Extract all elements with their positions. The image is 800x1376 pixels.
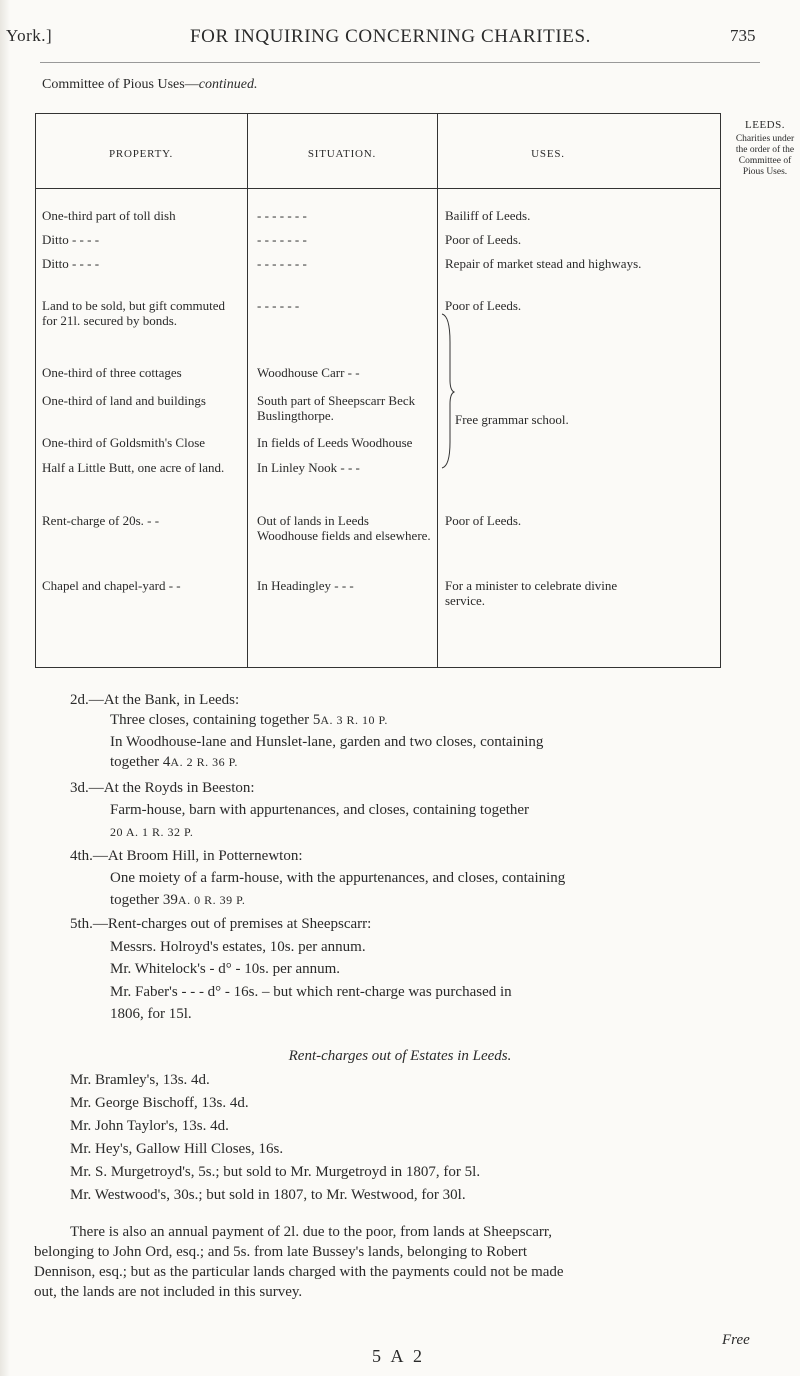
rent-charge-entry: Mr. S. Murgetroyd's, 5s.; but sold to Mr. Murgetroyd in 1807, for 5l.	[70, 1164, 481, 1180]
table-cell-property: Half a Little Butt, one acre of land.	[42, 460, 225, 475]
grouping-brace-icon	[440, 312, 456, 470]
table-cell-uses: Poor of Leeds.	[445, 298, 522, 313]
closing-paragraph-line: Dennison, esq.; but as the particular lands charged with the payments could not be made	[34, 1264, 564, 1280]
table-right-rule	[720, 113, 721, 668]
table-cell-property: Ditto - - - -	[42, 256, 100, 271]
area-measure: A. 3 R. 10 P.	[320, 713, 388, 727]
area-measure: 20 A. 1 R. 32 P.	[110, 825, 194, 839]
running-head	[0, 26, 800, 52]
table-cell-property: Land to be sold, but gift commuted for 21l. secured by bonds.	[42, 298, 226, 328]
rent-charge-entry: Mr. Westwood's, 30s.; but sold in 1807, to Mr. Westwood, for 30l.	[70, 1187, 466, 1203]
paragraph-3d-heading: 3d.—At the Royds in Beeston:	[70, 780, 255, 796]
paragraph-4th-line2	[110, 890, 245, 910]
table-cell-uses: For a minister to celebrate divine service.	[445, 578, 618, 608]
table-cell-uses-grouped: Free grammar school.	[455, 412, 569, 427]
header-title: FOR INQUIRING CONCERNING CHARITIES.	[190, 26, 591, 47]
continued-suffix: continued.	[198, 77, 258, 92]
table-cell-uses: Repair of market stead and highways.	[445, 256, 642, 271]
page-number: 735	[730, 26, 756, 45]
column-header-uses: USES.	[531, 148, 565, 160]
margin-note-heading: LEEDS.	[745, 119, 785, 131]
closing-paragraph-line: out, the lands are not included in this survey.	[34, 1284, 303, 1300]
paragraph-3d-line2	[110, 822, 193, 842]
table-cell-uses: Poor of Leeds.	[445, 232, 522, 247]
table-cell-property: Chapel and chapel-yard - -	[42, 578, 181, 593]
column-header-situation: SITUATION.	[307, 148, 377, 160]
paragraph-5th-heading: 5th.—Rent-charges out of premises at Sheepscarr:	[70, 916, 372, 932]
column-header-property: PROPERTY.	[108, 148, 174, 160]
table-cell-property: Rent-charge of 20s. - -	[42, 513, 160, 528]
margin-note	[730, 119, 800, 178]
table-left-rule	[35, 113, 36, 668]
header-rule	[40, 62, 760, 63]
catchword: Free	[722, 1332, 750, 1348]
text-run: together 4	[110, 754, 171, 770]
text-run: Three closes, containing together 5	[110, 712, 321, 728]
area-measure: A. 2 R. 36 P.	[170, 755, 238, 769]
signature-mark: 5 A 2	[372, 1346, 426, 1366]
text-run: together 39	[110, 892, 178, 908]
paragraph-2d-line1	[110, 710, 388, 730]
table-cell-situation: In fields of Leeds Woodhouse	[257, 435, 413, 450]
section-continued	[42, 77, 257, 93]
rent-charge-item: Mr. Whitelock's - d° - 10s. per annum.	[110, 961, 341, 977]
paragraph-2d-line3	[110, 752, 238, 772]
closing-paragraph-line: belonging to John Ord, esq.; and 5s. from late Bussey's lands, belonging to Robert	[34, 1244, 528, 1260]
page-edge-shadow	[0, 0, 10, 1376]
table-cell-uses: Poor of Leeds.	[445, 513, 522, 528]
header-section: York.]	[6, 26, 53, 45]
table-header-rule	[35, 188, 721, 189]
rent-charge-item: Mr. Faber's - - - d° - 16s. – but which rent-charge was purchased in	[110, 984, 512, 1000]
table-cell-situation: In Linley Nook - - -	[257, 460, 360, 475]
paragraph-4th-heading: 4th.—At Broom Hill, in Potternewton:	[70, 848, 303, 864]
table-col-rule-1	[247, 113, 248, 668]
table-cell-situation: South part of Sheepscarr Beck Buslingthorpe.	[257, 393, 416, 423]
paragraph-2d-heading: 2d.—At the Bank, in Leeds:	[70, 692, 240, 708]
table-bottom-rule	[35, 667, 721, 668]
table-cell-uses: Bailiff of Leeds.	[445, 208, 531, 223]
rent-charge-item: Messrs. Holroyd's estates, 10s. per annum.	[110, 939, 366, 955]
table-cell-situation: - - - - - - -	[257, 208, 307, 223]
table-cell-property: One-third part of toll dish	[42, 208, 176, 223]
rent-charge-entry: Mr. Hey's, Gallow Hill Closes, 16s.	[70, 1141, 284, 1157]
area-measure: A. 0 R. 39 P.	[177, 893, 246, 907]
rent-charge-item-cont: 1806, for 15l.	[110, 1006, 192, 1022]
table-cell-situation: - - - - - - -	[257, 232, 307, 247]
closing-paragraph-line: There is also an annual payment of 2l. due to the poor, from lands at Sheepscarr,	[70, 1224, 552, 1240]
table-cell-property: One-third of three cottages	[42, 365, 182, 380]
table-cell-situation: In Headingley - - -	[257, 578, 354, 593]
table-cell-situation: - - - - - -	[257, 298, 300, 313]
paragraph-2d-line2: In Woodhouse-lane and Hunslet-lane, garden and two closes, containing	[110, 734, 544, 750]
table-cell-property: Ditto - - - -	[42, 232, 100, 247]
table-col-rule-2	[437, 113, 438, 668]
continued-prefix: Committee of Pious Uses—	[42, 77, 199, 92]
rent-charge-entry: Mr. Bramley's, 13s. 4d.	[70, 1072, 210, 1088]
rent-charge-entry: Mr. John Taylor's, 13s. 4d.	[70, 1118, 229, 1134]
table-cell-situation: - - - - - - -	[257, 256, 307, 271]
paragraph-3d-line1: Farm-house, barn with appurtenances, and closes, containing together	[110, 802, 530, 818]
table-cell-situation: Woodhouse Carr - -	[257, 365, 360, 380]
margin-note-text: Charities under the order of the Committee of Pious Uses.	[735, 134, 795, 177]
table-cell-property: One-third of Goldsmith's Close	[42, 435, 206, 450]
table-cell-property: One-third of land and buildings	[42, 393, 206, 408]
rent-charge-entry: Mr. George Bischoff, 13s. 4d.	[70, 1095, 249, 1111]
table-top-rule	[35, 113, 721, 114]
rent-charges-heading: Rent-charges out of Estates in Leeds.	[288, 1048, 512, 1064]
paragraph-4th-line1: One moiety of a farm-house, with the appurtenances, and closes, containing	[110, 870, 566, 886]
table-cell-situation: Out of lands in Leeds Woodhouse fields and elsewhere.	[257, 513, 431, 543]
